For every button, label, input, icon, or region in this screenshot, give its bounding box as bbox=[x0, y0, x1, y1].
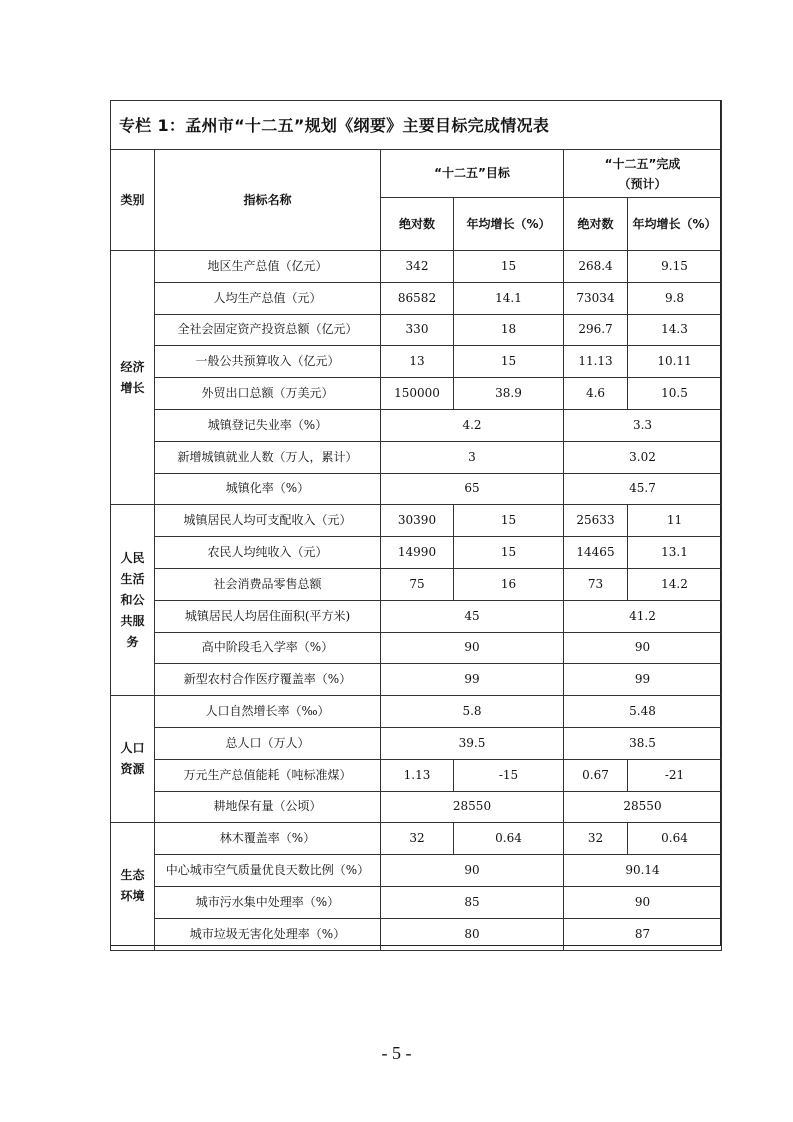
indicator-name: 高中阶段毛入学率（%） bbox=[155, 632, 381, 664]
header-done-abs: 绝对数 bbox=[564, 198, 628, 251]
table-title: 专栏 1：孟州市“十二五”规划《纲要》主要目标完成情况表 bbox=[111, 101, 722, 150]
target-value: 90 bbox=[381, 632, 564, 664]
target-growth-value: 38.9 bbox=[454, 378, 564, 410]
indicator-name: 社会消费品零售总额 bbox=[155, 568, 381, 600]
target-growth-value: 0.64 bbox=[454, 823, 564, 855]
header-done-line1: “十二五”完成 bbox=[604, 156, 681, 171]
done-value: 90 bbox=[564, 886, 722, 918]
done-growth-value: 0.64 bbox=[628, 823, 722, 855]
target-abs-value: 86582 bbox=[381, 282, 454, 314]
done-abs-value: 0.67 bbox=[564, 759, 628, 791]
done-growth-value: 11 bbox=[628, 505, 722, 537]
header-target-group: “十二五”目标 bbox=[381, 150, 564, 198]
done-abs-value: 73034 bbox=[564, 282, 628, 314]
table-row bbox=[111, 282, 722, 314]
table-row bbox=[111, 505, 722, 537]
target-abs-value: 14990 bbox=[381, 537, 454, 569]
done-abs-value: 268.4 bbox=[564, 251, 628, 283]
table-row bbox=[111, 696, 722, 728]
table-row bbox=[111, 727, 722, 759]
done-abs-value: 11.13 bbox=[564, 346, 628, 378]
table-row bbox=[111, 759, 722, 791]
target-abs-value: 32 bbox=[381, 823, 454, 855]
target-growth-value: 15 bbox=[454, 346, 564, 378]
indicator-name: 万元生产总值能耗（吨标准煤） bbox=[155, 759, 381, 791]
done-value: 38.5 bbox=[564, 727, 722, 759]
table-row bbox=[111, 823, 722, 855]
table-row bbox=[111, 918, 722, 950]
page-number: - 5 - bbox=[381, 1043, 412, 1063]
table-row bbox=[111, 537, 722, 569]
done-growth-value: 9.8 bbox=[628, 282, 722, 314]
indicator-name: 耕地保有量（公顷） bbox=[155, 791, 381, 823]
target-abs-value: 30390 bbox=[381, 505, 454, 537]
indicator-name: 城市污水集中处理率（%） bbox=[155, 886, 381, 918]
indicator-name: 林木覆盖率（%） bbox=[155, 823, 381, 855]
indicator-name: 全社会固定资产投资总额（亿元） bbox=[155, 314, 381, 346]
done-growth-value: 10.5 bbox=[628, 378, 722, 410]
done-value: 87 bbox=[564, 918, 722, 950]
header-done-growth: 年均增长（%） bbox=[628, 198, 722, 251]
header-category: 类别 bbox=[111, 150, 155, 251]
target-abs-value: 330 bbox=[381, 314, 454, 346]
table-row bbox=[111, 664, 722, 696]
table-row bbox=[111, 346, 722, 378]
done-growth-value: 9.15 bbox=[628, 251, 722, 283]
done-growth-value: 10.11 bbox=[628, 346, 722, 378]
category-label: 人口资源 bbox=[120, 741, 145, 777]
indicator-name: 城镇登记失业率（%） bbox=[155, 409, 381, 441]
target-value: 65 bbox=[381, 473, 564, 505]
header-indicator: 指标名称 bbox=[155, 150, 381, 251]
table-row bbox=[111, 314, 722, 346]
indicator-name: 城镇居民人均居住面积(平方米) bbox=[155, 600, 381, 632]
indicator-name: 总人口（万人） bbox=[155, 727, 381, 759]
target-abs-value: 342 bbox=[381, 251, 454, 283]
done-value: 90.14 bbox=[564, 855, 722, 887]
target-value: 90 bbox=[381, 855, 564, 887]
indicator-name: 中心城市空气质量优良天数比例（%） bbox=[155, 855, 381, 887]
table-row bbox=[111, 855, 722, 887]
done-value: 90 bbox=[564, 632, 722, 664]
category-cell bbox=[111, 251, 155, 505]
target-value: 99 bbox=[381, 664, 564, 696]
target-value: 28550 bbox=[381, 791, 564, 823]
target-abs-value: 75 bbox=[381, 568, 454, 600]
target-value: 39.5 bbox=[381, 727, 564, 759]
category-cell bbox=[111, 823, 155, 950]
category-label: 经济增长 bbox=[120, 359, 145, 395]
targets-table bbox=[110, 100, 722, 951]
header-done-line2: （预计） bbox=[618, 176, 667, 191]
target-value: 4.2 bbox=[381, 409, 564, 441]
indicator-name: 新型农村合作医疗覆盖率（%） bbox=[155, 664, 381, 696]
done-abs-value: 73 bbox=[564, 568, 628, 600]
header-target-abs: 绝对数 bbox=[381, 198, 454, 251]
table-row bbox=[111, 886, 722, 918]
category-label: 生态环境 bbox=[120, 868, 145, 904]
table-row bbox=[111, 473, 722, 505]
done-abs-value: 296.7 bbox=[564, 314, 628, 346]
done-value: 3.02 bbox=[564, 441, 722, 473]
table-row bbox=[111, 568, 722, 600]
done-value: 3.3 bbox=[564, 409, 722, 441]
table-row bbox=[111, 409, 722, 441]
done-abs-value: 25633 bbox=[564, 505, 628, 537]
indicator-name: 一般公共预算收入（亿元） bbox=[155, 346, 381, 378]
header-target-growth: 年均增长（%） bbox=[454, 198, 564, 251]
target-table-document bbox=[110, 100, 721, 946]
indicator-name: 城市垃圾无害化处理率（%） bbox=[155, 918, 381, 950]
indicator-name: 人均生产总值（元） bbox=[155, 282, 381, 314]
done-value: 45.7 bbox=[564, 473, 722, 505]
target-value: 45 bbox=[381, 600, 564, 632]
target-value: 85 bbox=[381, 886, 564, 918]
done-abs-value: 32 bbox=[564, 823, 628, 855]
indicator-name: 农民人均纯收入（元） bbox=[155, 537, 381, 569]
indicator-name: 城镇化率（%） bbox=[155, 473, 381, 505]
indicator-name: 人口自然增长率（‰） bbox=[155, 696, 381, 728]
target-abs-value: 1.13 bbox=[381, 759, 454, 791]
target-growth-value: 14.1 bbox=[454, 282, 564, 314]
done-value: 99 bbox=[564, 664, 722, 696]
table-row bbox=[111, 632, 722, 664]
table-row bbox=[111, 378, 722, 410]
done-abs-value: 14465 bbox=[564, 537, 628, 569]
table-row bbox=[111, 441, 722, 473]
category-cell bbox=[111, 696, 155, 823]
target-growth-value: 15 bbox=[454, 251, 564, 283]
indicator-name: 城镇居民人均可支配收入（元） bbox=[155, 505, 381, 537]
target-value: 80 bbox=[381, 918, 564, 950]
target-growth-value: -15 bbox=[454, 759, 564, 791]
done-value: 41.2 bbox=[564, 600, 722, 632]
target-value: 3 bbox=[381, 441, 564, 473]
done-growth-value: 14.2 bbox=[628, 568, 722, 600]
table-row bbox=[111, 251, 722, 283]
indicator-name: 新增城镇就业人数（万人，累计） bbox=[155, 441, 381, 473]
target-abs-value: 13 bbox=[381, 346, 454, 378]
done-value: 28550 bbox=[564, 791, 722, 823]
table-row bbox=[111, 791, 722, 823]
target-value: 5.8 bbox=[381, 696, 564, 728]
indicator-name: 外贸出口总额（万美元） bbox=[155, 378, 381, 410]
done-growth-value: -21 bbox=[628, 759, 722, 791]
category-label: 人民生活和公共服务 bbox=[120, 550, 145, 649]
done-growth-value: 14.3 bbox=[628, 314, 722, 346]
indicator-name: 地区生产总值（亿元） bbox=[155, 251, 381, 283]
category-cell bbox=[111, 505, 155, 696]
header-done-group bbox=[564, 150, 722, 198]
done-abs-value: 4.6 bbox=[564, 378, 628, 410]
target-growth-value: 18 bbox=[454, 314, 564, 346]
table-row bbox=[111, 600, 722, 632]
target-growth-value: 16 bbox=[454, 568, 564, 600]
target-growth-value: 15 bbox=[454, 505, 564, 537]
target-abs-value: 150000 bbox=[381, 378, 454, 410]
done-value: 5.48 bbox=[564, 696, 722, 728]
target-growth-value: 15 bbox=[454, 537, 564, 569]
done-growth-value: 13.1 bbox=[628, 537, 722, 569]
